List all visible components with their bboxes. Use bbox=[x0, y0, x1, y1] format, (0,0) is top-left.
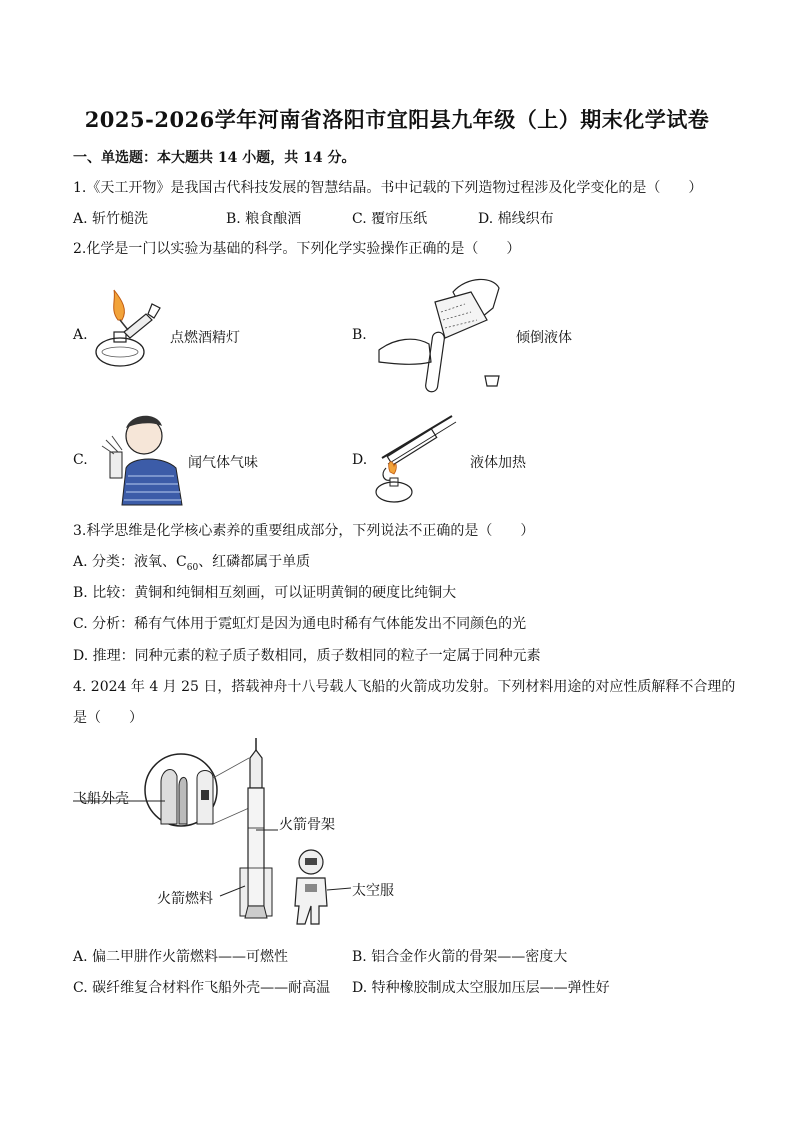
q1-option-b[interactable]: B. 粮食酿酒 bbox=[226, 211, 302, 227]
q4-option-b[interactable]: B. 铝合金作火箭的骨架——密度大 bbox=[352, 949, 568, 965]
q4-option-c[interactable]: C. 碳纤维复合材料作飞船外壳——耐高温 bbox=[73, 980, 331, 996]
rocket-diagram bbox=[73, 738, 413, 934]
q2-option-d-letter[interactable]: D. bbox=[352, 452, 368, 468]
exam-title: 2025-2026学年河南省洛阳市宜阳县九年级（上）期末化学试卷 bbox=[84, 107, 710, 132]
q3-option-a[interactable] bbox=[73, 551, 310, 573]
question-4-stem-line2: 是（ ） bbox=[73, 710, 143, 726]
q4-option-a[interactable]: A. 偏二甲肼作火箭燃料——可燃性 bbox=[73, 949, 289, 965]
q3-option-a-pre: A. 分类：液氧、C bbox=[73, 554, 187, 570]
smelling-gas-icon bbox=[92, 410, 187, 505]
label-rocket-frame: 火箭骨架 bbox=[279, 817, 335, 833]
pouring-liquid-icon bbox=[375, 272, 515, 402]
q3-option-a-post: 、红磷都属于单质 bbox=[198, 554, 311, 570]
q4-option-d[interactable]: D. 特种橡胶制成太空服加压层——弹性好 bbox=[352, 980, 610, 996]
label-rocket-fuel: 火箭燃料 bbox=[157, 891, 213, 907]
q3-option-d[interactable]: D. 推理：同种元素的粒子质子数相同，质子数相同的粒子一定属于同种元素 bbox=[73, 648, 541, 664]
question-4-stem-line1: 4. 2024 年 4 月 25 日，搭载神舟十八号载人飞船的火箭成功发射。下列材料用途的对应性质解释不合理的 bbox=[73, 679, 736, 695]
label-spacecraft-shell: 飞船外壳 bbox=[73, 791, 129, 807]
q3-option-b[interactable]: B. 比较：黄铜和纯铜相互刻画，可以证明黄铜的硬度比纯铜大 bbox=[73, 585, 457, 601]
section-heading: 一、单选题：本大题共 14 小题，共 14 分。 bbox=[73, 150, 356, 166]
q2-option-a-letter[interactable]: A. bbox=[73, 327, 88, 343]
q1-option-a[interactable]: A. 斩竹槌洗 bbox=[73, 211, 149, 227]
q2-caption-d: 液体加热 bbox=[470, 455, 526, 471]
q3-option-a-sub: 60 bbox=[186, 562, 199, 573]
question-3-stem: 3.科学思维是化学核心素养的重要组成部分，下列说法不正确的是（ ） bbox=[73, 523, 535, 539]
q1-option-c[interactable]: C. 覆帘压纸 bbox=[352, 211, 428, 227]
label-spacesuit: 太空服 bbox=[352, 883, 394, 899]
q3-option-c[interactable]: C. 分析：稀有气体用于霓虹灯是因为通电时稀有气体能发出不同颜色的光 bbox=[73, 616, 527, 632]
question-1-stem: 1.《天工开物》是我国古代科技发展的智慧结晶。书中记载的下列造物过程涉及化学变化的是（ ） bbox=[73, 180, 703, 196]
q2-option-b-letter[interactable]: B. bbox=[352, 327, 367, 343]
q2-caption-a: 点燃酒精灯 bbox=[170, 330, 240, 346]
q1-option-d[interactable]: D. 棉线织布 bbox=[478, 211, 554, 227]
q2-caption-b: 倾倒液体 bbox=[516, 330, 572, 346]
question-2-stem: 2.化学是一门以实验为基础的科学。下列化学实验操作正确的是（ ） bbox=[73, 241, 521, 257]
q2-option-c-letter[interactable]: C. bbox=[73, 452, 88, 468]
heating-liquid-icon bbox=[368, 410, 468, 506]
alcohol-lamp-lighting-icon bbox=[88, 290, 168, 380]
q2-caption-c: 闻气体气味 bbox=[188, 455, 258, 471]
